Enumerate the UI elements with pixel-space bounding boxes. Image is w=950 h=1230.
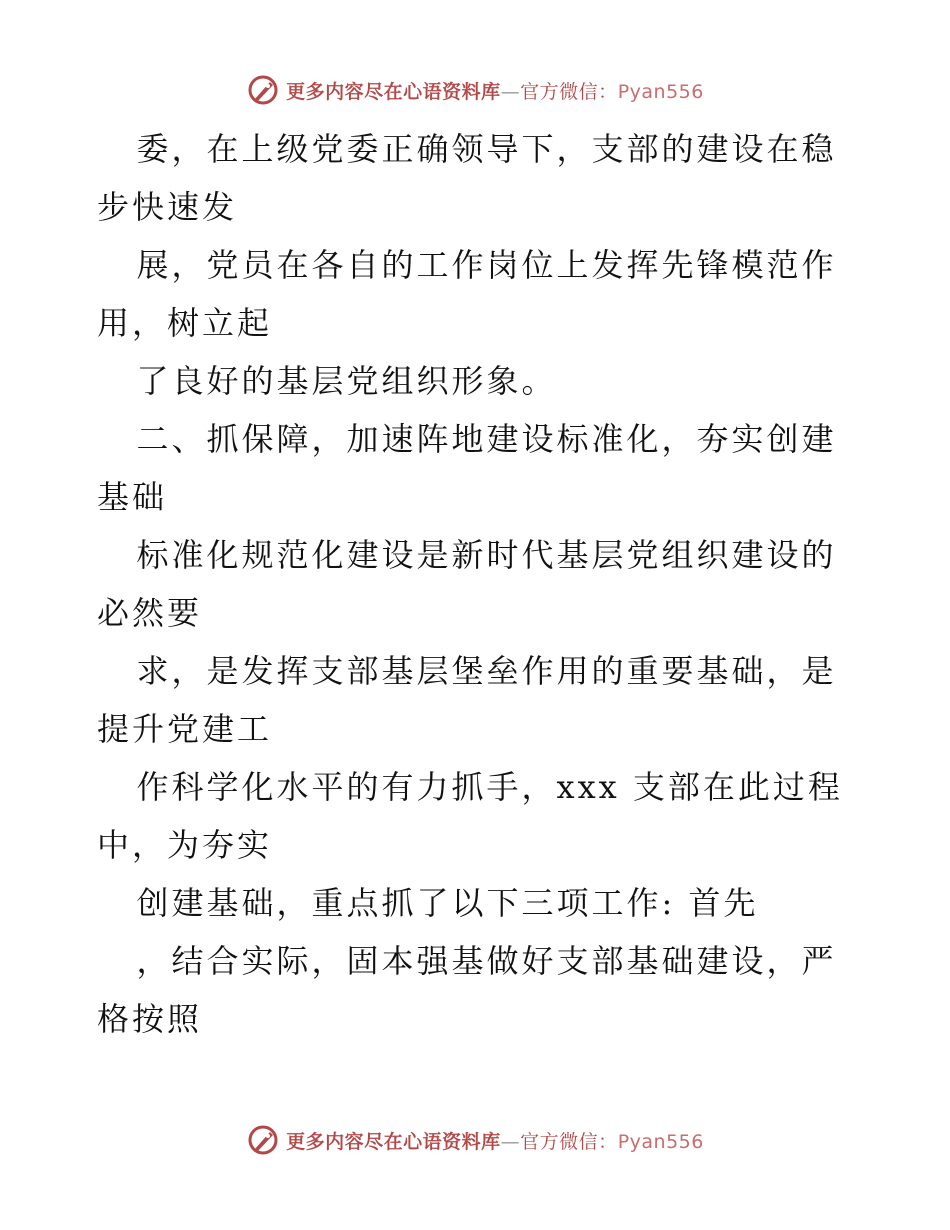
watermark-separator: — bbox=[500, 1130, 521, 1153]
paragraph-line-3: 了良好的基层党组织形象。 bbox=[97, 362, 557, 400]
paragraph-line-9: ，结合实际，固本强基做好支部基础建设，严格按照 bbox=[97, 942, 837, 1038]
paragraph-line-8: 创建基础，重点抓了以下三项工作: 首先 bbox=[97, 884, 759, 922]
footer-watermark bbox=[0, 1120, 950, 1160]
watermark-text bbox=[286, 1127, 704, 1154]
watermark-wechat-id: Pyan556 bbox=[617, 80, 704, 103]
paragraph-line-5: 标准化规范化建设是新时代基层党组织建设的必然要 bbox=[97, 536, 837, 632]
watermark-text bbox=[286, 77, 704, 104]
quill-circle-icon bbox=[246, 1123, 280, 1157]
watermark-official: 官方微信： bbox=[520, 1130, 618, 1153]
watermark-site: 更多内容尽在心语资料库 bbox=[286, 1130, 501, 1153]
quill-circle-icon bbox=[246, 73, 280, 107]
watermark-wechat-id: Pyan556 bbox=[617, 1130, 704, 1153]
paragraph-line-1: 委，在上级党委正确领导下，支部的建设在稳步快速发 bbox=[97, 130, 837, 226]
paragraph-line-7: 作科学化水平的有力抓手，xxx 支部在此过程中，为夯实 bbox=[97, 768, 843, 864]
watermark-separator: — bbox=[500, 80, 521, 103]
paragraph-line-6: 求，是发挥支部基层堡垒作用的重要基础，是提升党建工 bbox=[97, 652, 837, 748]
header-watermark bbox=[0, 70, 950, 110]
paragraph-line-2: 展，党员在各自的工作岗位上发挥先锋模范作用，树立起 bbox=[97, 246, 837, 342]
watermark-official: 官方微信： bbox=[520, 80, 618, 103]
watermark-site: 更多内容尽在心语资料库 bbox=[286, 80, 501, 103]
document-body bbox=[97, 120, 857, 1048]
section-heading: 二、抓保障，加速阵地建设标准化，夯实创建基础 bbox=[97, 420, 837, 516]
